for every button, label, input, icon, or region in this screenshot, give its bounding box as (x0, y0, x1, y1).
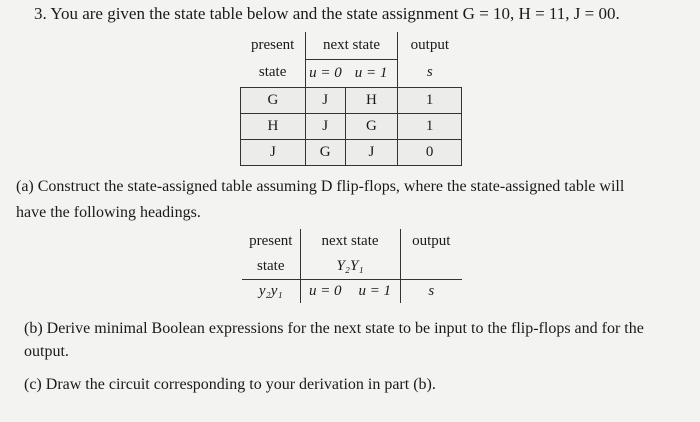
part-b-line2: output. (24, 343, 69, 360)
header-u1: u = 1 (345, 59, 398, 87)
table-row: J G J 0 (241, 139, 462, 165)
header2-s: s (428, 282, 435, 299)
header2-output: output (412, 233, 451, 249)
header2-present-vars: y₂y₁ (242, 279, 300, 303)
table-row: G J H 1 (241, 87, 462, 113)
header-output: output (410, 37, 450, 53)
header-state: state (241, 59, 306, 87)
header-s: s (398, 59, 462, 87)
header2-u1: u = 1 (350, 279, 400, 303)
header-present: present (241, 32, 306, 59)
problem-title: 3. You are given the state table below and the state assignment G = 10, H = 11, J = 00. (34, 4, 620, 23)
header-u0: u = 0 (305, 59, 345, 87)
part-b-line1: (b) Derive minimal Boolean expressions for the next state to be input to the flip-flops and for the (24, 320, 644, 337)
state-assigned-headings-table (242, 229, 462, 303)
header2-next-state-vars: Y₂Y₁ (300, 254, 400, 279)
header2-present: present (242, 229, 300, 254)
header2-state: state (242, 254, 300, 279)
part-a-line2: have the following headings. (16, 204, 201, 221)
header2-next-state: next state (300, 229, 400, 254)
header-next-state: next state (305, 32, 397, 59)
state-table (240, 32, 462, 166)
header2-u0: u = 0 (308, 282, 342, 299)
part-a-line1: (a) Construct the state-assigned table assuming D flip-flops, where the state-assigned table will (16, 178, 625, 195)
table-row: H J G 1 (241, 113, 462, 139)
part-c-line1: (c) Draw the circuit corresponding to your derivation in part (b). (24, 376, 436, 393)
